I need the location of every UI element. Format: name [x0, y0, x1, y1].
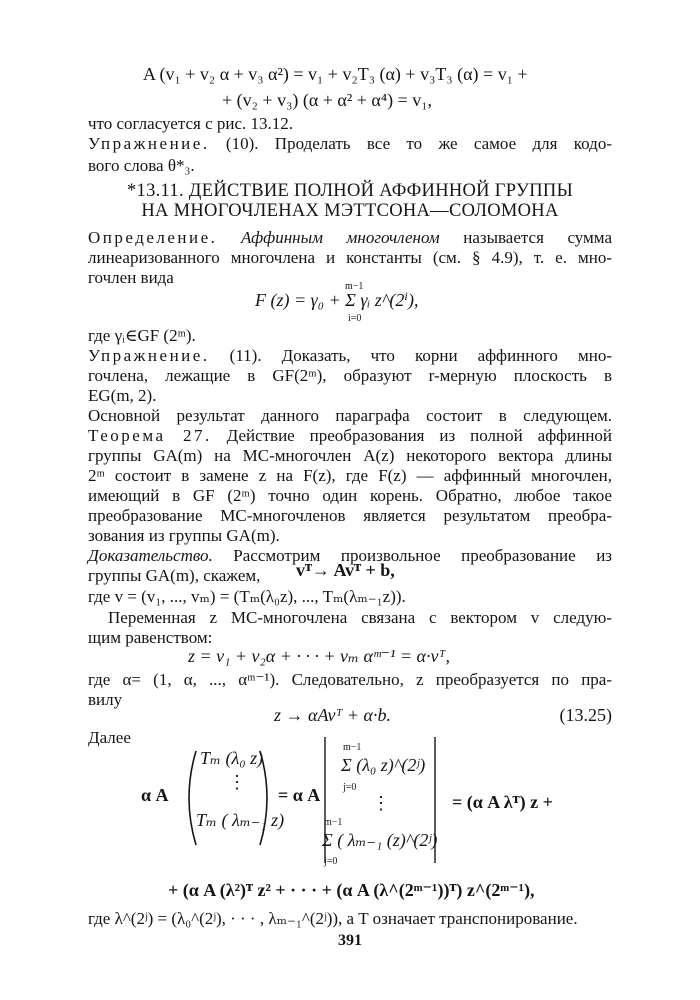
matrix-sum-upper: m−1 — [343, 742, 362, 753]
where-alpha-line: где α= (1, α, ..., αᵐ⁻¹). Следовательно, z преобразуется по пра- — [88, 670, 612, 689]
theorem-line-2: группы GA(m) на МС-многочлен A(z) некоторого вектора длины — [88, 446, 612, 465]
matrix-right-bottom: Σ ( λₘ₋₁ (z)^(2ʲ) — [322, 830, 438, 850]
matrix-right-top: Σ (λ₀ z)^(2ʲ) — [341, 755, 426, 775]
definition-term: Аффинным многочленом — [240, 228, 440, 247]
definition-label: Определение. — [88, 228, 218, 247]
where-v-line: где v = (v₁, ..., vₘ) = (Tₘ(λ₀z), ..., Tₘ(λₘ₋₁z)). — [88, 587, 406, 606]
exercise-text: (11). Доказать, что корни аффинного мно- — [229, 346, 613, 365]
matrix-sum-upper-2: m−1 — [324, 817, 343, 828]
theorem-line-1 — [88, 425, 612, 447]
right-paren-1 — [256, 748, 276, 848]
theorem-line-6: зования из группы GA(m). — [88, 526, 280, 545]
proof-line-2: группы GA(m), скажем, — [88, 566, 261, 585]
matrix-sum-lower: j=0 — [343, 782, 357, 793]
theorem-line-3: 2ᵐ состоит в замене z на F(z), где F(z) — аффинный многочлен, — [88, 466, 612, 485]
matrix-top-entry: Tₘ (λ₀ z) — [200, 748, 264, 768]
variable-line-2: щим равенством: — [88, 628, 213, 647]
main-result-line: Основной результат данного параграфа состоит в следующем. — [88, 406, 612, 425]
matrix-sum-lower-2: j=0 — [324, 856, 338, 867]
theorem-line-5: преобразование МС-многочленов является результатом преобра- — [88, 506, 612, 525]
formula-line-2: + (v₂ + v₃) (α + α² + α⁴) = v₁, — [222, 90, 433, 110]
theorem-label: Теорема 27. — [88, 426, 212, 445]
exercise-text: (10). Проделать все то же самое для кодо- — [225, 134, 612, 153]
rule-line: вилу — [88, 690, 123, 709]
z-transform-formula: z → αAvᵀ + α·b. — [274, 705, 391, 725]
section-heading-line-2: НА МНОГОЧЛЕНАХ МЭТТСОНА—СОЛОМОНА — [141, 201, 559, 221]
exercise-label: Упражнение. — [88, 134, 210, 153]
exercise-label: Упражнение. — [88, 346, 210, 365]
definition-line-1 — [88, 227, 612, 249]
definition-text: называется сумма — [463, 228, 612, 247]
definition-line-3: гочлен вида — [88, 268, 174, 287]
exercise-11-line-1 — [88, 345, 612, 367]
alpha-a-symbol: α A — [141, 785, 169, 805]
matrix-eq-prefix: = α A — [278, 785, 321, 805]
right-paren-2 — [432, 735, 446, 865]
exercise-10-line-2: вого слова θ*₃. — [88, 156, 195, 175]
sum-lower-limit: i=0 — [348, 313, 362, 324]
equation-number: (13.25) — [559, 705, 612, 725]
transformation-formula: vᵀ→ Avᵀ + b, — [296, 560, 395, 580]
page-number: 391 — [338, 932, 362, 949]
exercise-11-line-2: гочлена, лежащие в GF(2ᵐ), образуют r-мерную плоскость в — [88, 366, 612, 385]
final-line: где λ^(2ʲ) = (λ₀^(2ʲ), · · · , λₘ₋₁^(2ʲ)), а T означает транспонирование. — [88, 909, 578, 928]
proof-label: Доказательство. — [88, 546, 213, 565]
left-paren-1 — [180, 748, 200, 848]
formula-line-1: A (v₁ + v₂ α + v₃ α²) = v₁ + v₂T₃ (α) + v₃T₃ (α) = v₁ + — [143, 64, 528, 84]
definition-where: где γᵢ∈GF (2ᵐ). — [88, 326, 196, 345]
variable-line-1: Переменная z МС-многочлена связана с вектором v следую- — [108, 608, 612, 627]
theorem-line-4: имеющий в GF (2ᵐ) точно один корень. Обратно, любое такое — [88, 486, 612, 505]
section-heading-line-1: *13.11. ДЕЙСТВИЕ ПОЛНОЙ АФФИННОЙ ГРУППЫ — [126, 181, 574, 201]
definition-line-2: линеаризованного многочлена и константы (см. § 4.9), т. е. мно- — [88, 248, 612, 267]
affine-polynomial-formula: F (z) = γ₀ + Σ γᵢ z^(2ⁱ), — [255, 290, 419, 310]
proof-text: Рассмотрим произвольное преобразование из — [233, 546, 613, 565]
matrix-right-dots: ⋮ — [372, 793, 390, 813]
exercise-10-line-1 — [88, 133, 612, 155]
theorem-text: Действие преобразования из полной аффинной — [226, 426, 613, 445]
matrix-bottom-entry: Tₘ ( λₘ₋₁ z) — [196, 810, 285, 830]
matrix-result: = (α A λᵀ) z + — [452, 792, 553, 812]
exercise-11-line-3: EG(m, 2). — [88, 386, 157, 405]
z-formula: z = v₁ + v₂α + · · · + vₘ αᵐ⁻¹ = α·vᵀ, — [188, 646, 450, 666]
sum-upper-limit: m−1 — [345, 281, 364, 292]
text-line: что согласуется с рис. 13.12. — [88, 114, 294, 133]
matrix-continuation: + (α A (λ²)ᵀ z² + · · · + (α A (λ^(2ᵐ⁻¹))ᵀ) z^(2ᵐ⁻¹), — [168, 880, 535, 900]
further-line: Далее — [88, 728, 131, 747]
matrix-dots: ⋮ — [228, 772, 246, 792]
